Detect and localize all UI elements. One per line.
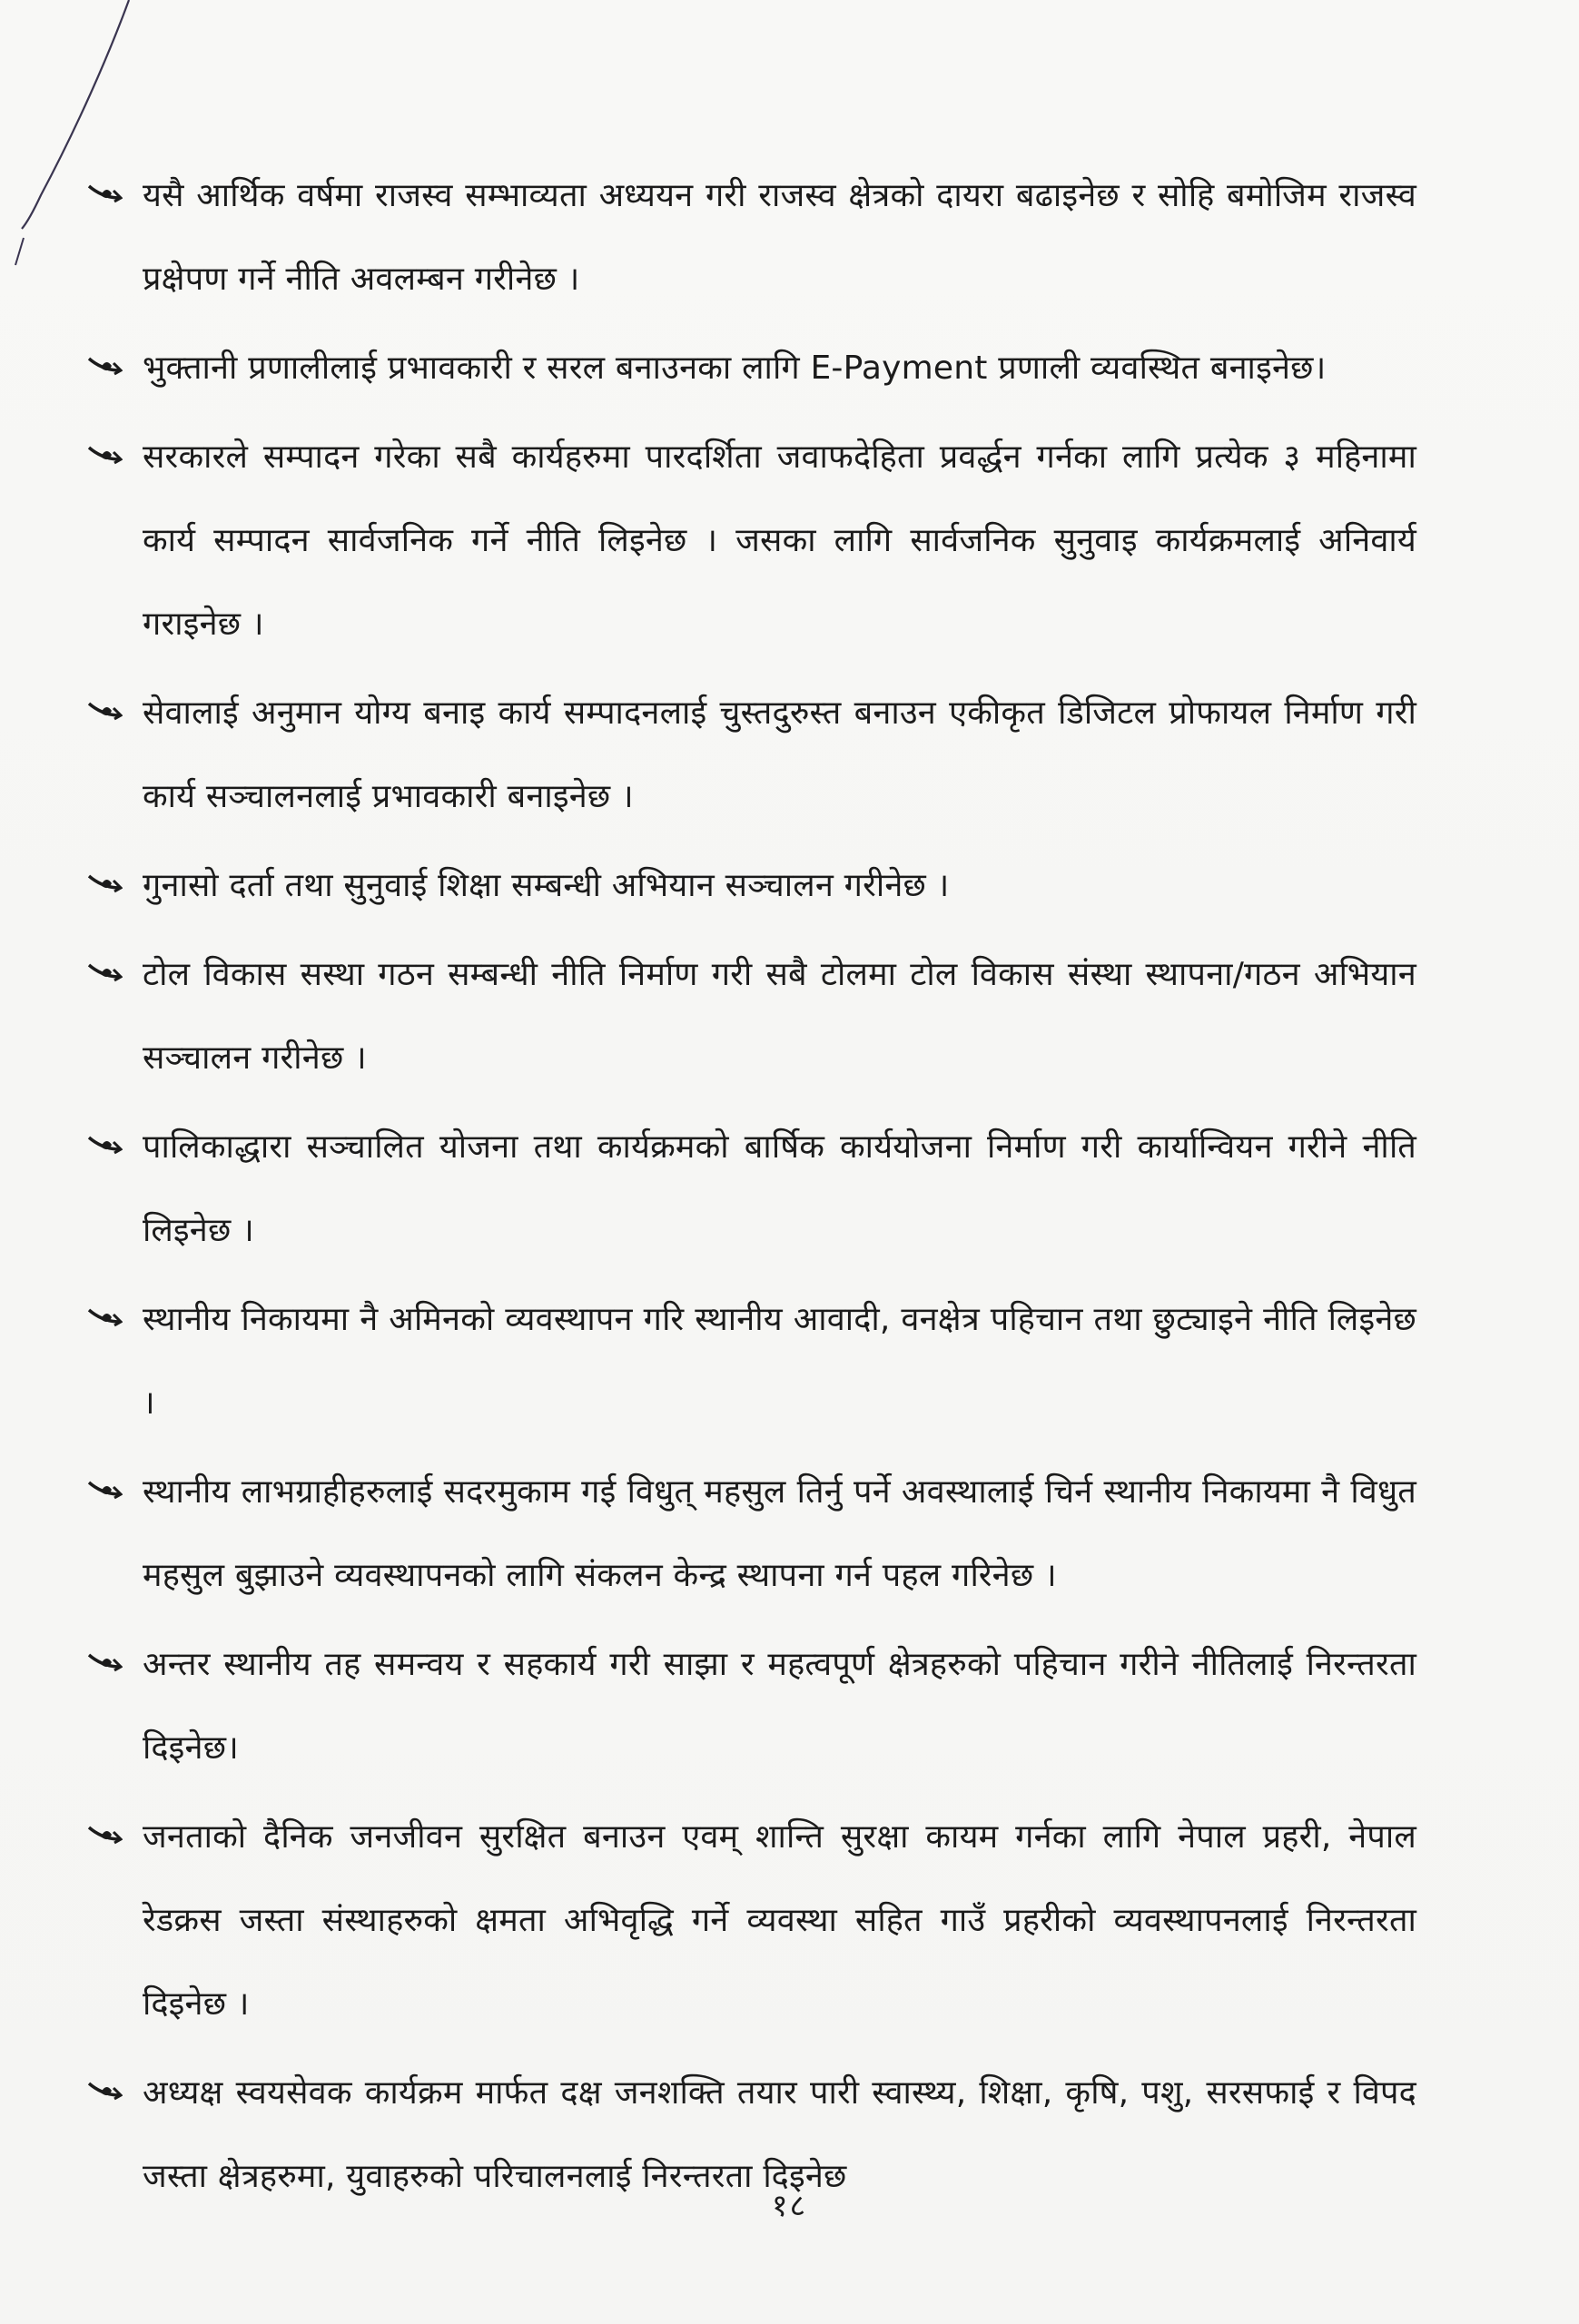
page-number: १८ [771, 2188, 808, 2224]
list-item [86, 1278, 1416, 1445]
list-item-text: भुक्तानी प्रणालीलाई प्रभावकारी र सरल बनाउनका लागि E-Payment प्रणाली व्यवस्थित बनाइनेछ। [143, 350, 1327, 387]
bullet-icon [86, 1650, 123, 1674]
list-item [86, 154, 1416, 321]
list-item-text: सेवालाई अनुमान योग्य बनाइ कार्य सम्पादनलाई चुस्तदुरुस्त बनाउन एकीकृत डिजिटल प्रोफायल निर्माण गरी कार्य सञ्चालनलाई प्रभावकारी बनाइनेछ । [143, 694, 1416, 815]
list-item [86, 327, 1416, 410]
bullet-icon [86, 2079, 123, 2102]
bullet-icon [86, 699, 123, 723]
list-item-text: पालिकाद्धारा सञ्चालित योजना तथा कार्यक्रमको बार्षिक कार्ययोजना निर्माण गरी कार्यान्वियन गरीने नीति लिइनेछ । [143, 1128, 1416, 1249]
bullet-icon [86, 1823, 123, 1846]
list-item-text: अन्तर स्थानीय तह समन्वय र सहकार्य गरी साझा र महत्वपूर्ण क्षेत्रहरुको पहिचान गरीने नीतिलाई निरन्तरता दिइनेछ। [143, 1646, 1416, 1767]
bullet-icon [86, 872, 123, 895]
list-item [86, 416, 1416, 666]
list-item [86, 844, 1416, 928]
list-item-text: स्थानीय लाभग्राहीहरुलाई सदरमुकाम गई विधुत् महसुल तिर्नु पर्ने अवस्थालाई चिर्न स्थानीय निकायमा नै विधुत महसुल बुझाउने व्यवस्थापनको लागि संकलन केन्द्र स्थापना गर्न पहल गरिनेछ । [143, 1473, 1416, 1594]
bullet-icon [86, 1133, 123, 1157]
bullet-icon [86, 960, 123, 984]
list-item-text: टोल विकास सस्था गठन सम्बन्धी नीति निर्माण गरी सबै टोलमा टोल विकास संस्था स्थापना/गठन अभियान सञ्चालन गरीनेछ । [143, 956, 1416, 1077]
list-item [86, 1796, 1416, 2046]
list-item-text: अध्यक्ष स्वयसेवक कार्यक्रम मार्फत दक्ष जनशक्ति तयार पारी स्वास्थ्य, शिक्षा, कृषि, पशु, सरसफाई र विपद जस्ता क्षेत्रहरुमा, युवाहरुको परिचालनलाई निरन्तरता दिइनेछ [143, 2074, 1416, 2195]
bullet-icon [86, 354, 123, 378]
list-item [86, 1623, 1416, 1790]
list-item [86, 672, 1416, 839]
bullet-icon [86, 1478, 123, 1502]
list-item-text: जनताको दैनिक जनजीवन सुरक्षित बनाउन एवम् शान्ति सुरक्षा कायम गर्नका लागि नेपाल प्रहरी, नेपाल रेडक्रस जस्ता संस्थाहरुको क्षमता अभिवृद्धि गर्ने व्यवस्था सहित गाउँ प्रहरीको व्यवस्थापनलाई निरन्तरता दिइनेछ । [143, 1818, 1416, 2023]
bullet-icon [86, 1305, 123, 1329]
list-item-text: स्थानीय निकायमा नै अमिनको व्यवस्थापन गरि स्थानीय आवादी, वनक्षेत्र पहिचान तथा छुट्याइने नीति लिइनेछ । [143, 1301, 1416, 1422]
list-item [86, 1451, 1416, 1618]
list-item-text: सरकारले सम्पादन गरेका सबै कार्यहरुमा पारदर्शिता जवाफदेहिता प्रवर्द्धन गर्नका लागि प्रत्येक ३ महिनामा कार्य सम्पादन सार्वजनिक गर्ने नीति लिइनेछ । जसका लागि सार्वजनिक सुनुवाइ कार्यक्रमलाई अनिवार्य गराइनेछ । [143, 438, 1416, 643]
bullet-icon [86, 443, 123, 467]
bullet-icon [86, 182, 123, 205]
bullet-list [86, 154, 1416, 2224]
list-item [86, 1106, 1416, 1273]
list-item-text: यसै आर्थिक वर्षमा राजस्व सम्भाव्यता अध्ययन गरी राजस्व क्षेत्रको दायरा बढाइनेछ र सोहि बमोजिम राजस्व प्रक्षेपण गर्ने नीति अवलम्बन गरीनेछ । [143, 177, 1416, 298]
list-item-text: गुनासो दर्ता तथा सुनुवाई शिक्षा सम्बन्धी अभियान सञ्चालन गरीनेछ । [143, 867, 950, 904]
list-item [86, 933, 1416, 1100]
